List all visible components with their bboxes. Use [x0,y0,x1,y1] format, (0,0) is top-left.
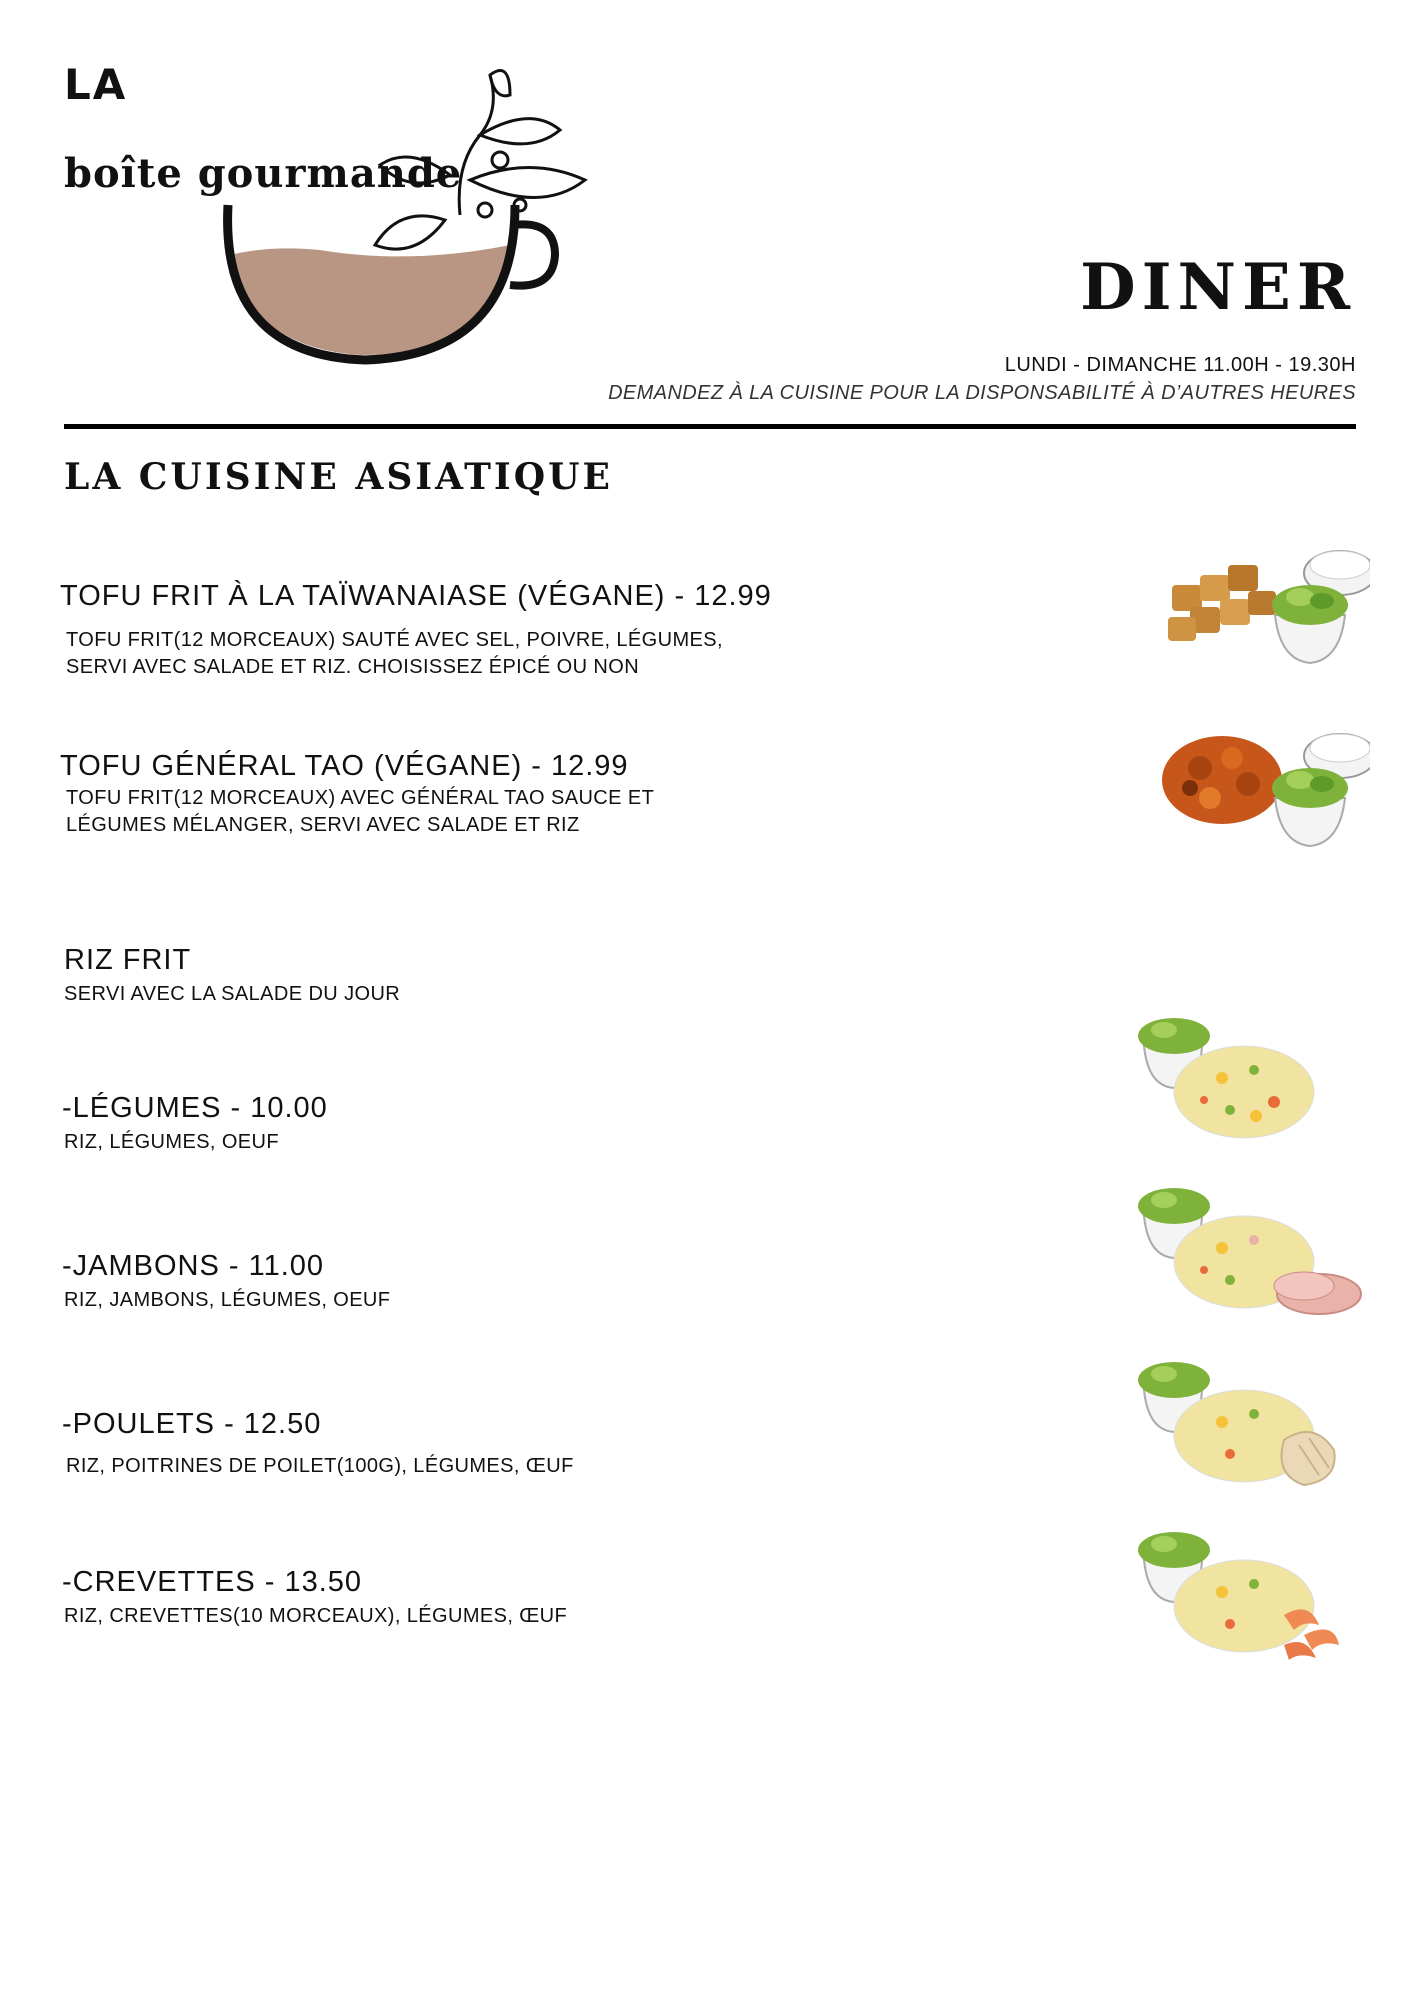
rice-chicken-image [1134,1350,1364,1500]
item-desc: RIZ, JAMBONS, LÉGUMES, OEUF [64,1289,391,1311]
section-title: LA CUISINE ASIATIQUE [64,456,613,498]
item-desc: RIZ, LÉGUMES, OEUF [64,1131,280,1153]
item-title: TOFU FRIT À LA TAÏWANAIASE (VÉGANE) - 12.99 [60,580,772,612]
item-desc: LÉGUMES MÉLANGER, SERVI AVEC SALADE ET RIZ [66,814,580,836]
tofu-dish-image [1160,535,1370,675]
item-desc: RIZ, POITRINES DE POILET(100G), LÉGUMES, ŒUF [66,1455,574,1477]
availability-note: DEMANDEZ À LA CUISINE POUR LA DISPONSABILITÉ À D’AUTRES HEURES [608,382,1356,404]
item-desc: TOFU FRIT(12 MORCEAUX) SAUTÉ AVEC SEL, POIVRE, LÉGUMES, [66,629,723,651]
menu-item-riz-frit [64,944,400,1008]
menu-item-tofu-taiwanais [60,580,772,681]
item-desc: SERVI AVEC SALADE ET RIZ. CHOISISSEZ ÉPICÉ OU NON [66,656,640,678]
menu-item-poulets [62,1408,574,1480]
item-desc: RIZ, CREVETTES(10 MORCEAUX), LÉGUMES, ŒUF [64,1605,568,1627]
opening-hours: LUNDI - DIMANCHE 11.00H - 19.30H [1004,354,1356,376]
item-desc: SERVI AVEC LA SALADE DU JOUR [64,983,401,1005]
page-title: DINER [1080,250,1356,325]
item-desc: TOFU FRIT(12 MORCEAUX) AVEC GÉNÉRAL TAO SAUCE ET [66,787,655,809]
item-title: TOFU GÉNÉRAL TAO (VÉGANE) - 12.99 [60,750,629,782]
rice-shrimp-image [1134,1520,1364,1670]
logo-la: LA [64,60,128,109]
general-tao-dish-image [1160,718,1370,858]
item-title: -JAMBONS - 11.00 [62,1250,325,1282]
item-title: -LÉGUMES - 10.00 [62,1092,328,1124]
logo-name: boîte gourmande [64,150,463,197]
menu-item-legumes [62,1092,328,1156]
logo-cup-icon [210,55,620,365]
rice-vegetables-image [1134,1006,1334,1146]
item-title: -POULETS - 12.50 [62,1408,322,1440]
menu-item-jambons [62,1250,390,1314]
menu-item-crevettes [62,1566,567,1630]
header-divider [64,424,1356,429]
menu-item-tofu-general-tao [60,750,654,839]
rice-ham-image [1134,1176,1364,1326]
item-title: RIZ FRIT [64,944,192,976]
item-title: -CREVETTES - 13.50 [62,1566,363,1598]
